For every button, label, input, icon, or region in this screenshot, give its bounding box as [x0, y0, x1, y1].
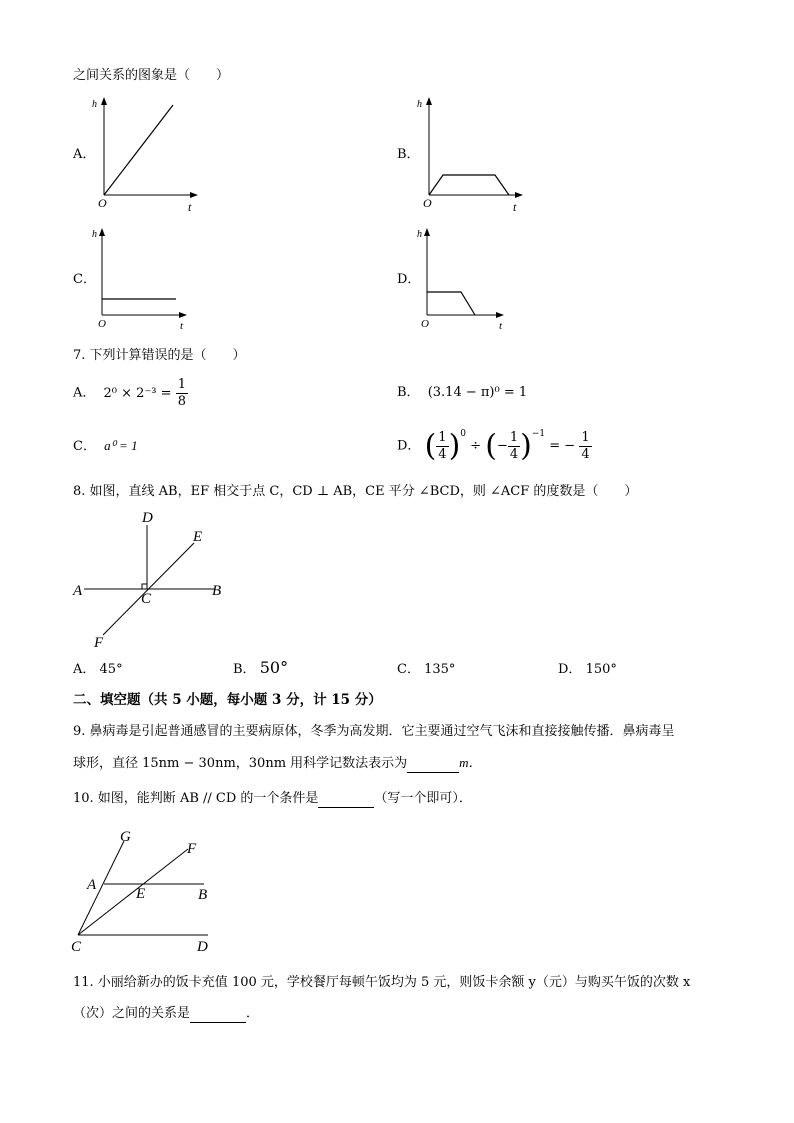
q7-option-d: D． ( $\frac{1}{4}$ )$^0$ ÷ (− $\frac{1}{4}$ )$^{-1}$ = − $\frac{1}{4}$	[397, 428, 590, 464]
q7-d-label: D．	[397, 438, 421, 454]
q6-c-axis-t: t	[180, 320, 184, 332]
q7-a-num: 1	[177, 377, 186, 392]
q8-point-b: B	[212, 583, 222, 599]
q6-a-axis-t: t	[188, 200, 192, 214]
q9-line2-text: 球形，直径 15nm − 30nm，30nm 用科学记数法表示为	[73, 756, 408, 771]
q9-line2	[73, 755, 482, 773]
q8-point-c: C	[141, 591, 152, 607]
q10-diagram	[68, 825, 228, 955]
q10-stem-text: 10. 如图，能判断 AB // CD 的一个条件是	[73, 791, 319, 806]
q6-c-origin: O	[98, 318, 106, 330]
q10-stem-tail: （写一个即可）．	[374, 791, 472, 806]
q7-d-eq: = −	[549, 438, 576, 454]
q6-a-axis-h: h	[92, 99, 97, 110]
q10-point-f: F	[187, 841, 197, 857]
q11-answer-blank[interactable]	[190, 1006, 246, 1023]
q6-b-axis-t: t	[513, 200, 517, 214]
q6-b-axis-h: h	[417, 99, 422, 110]
q6-b-origin: O	[423, 196, 432, 210]
q10-point-e: E	[136, 886, 146, 902]
q7-a-label: A．	[73, 385, 96, 401]
q6-option-c-label: C．	[73, 272, 96, 287]
q7-b-label: B．	[397, 385, 420, 400]
q7-option-b	[397, 385, 527, 401]
section-title: 二、填空题（共 5 小题，每小题 3 分，计 15 分）	[73, 692, 382, 708]
q7-d-frac2: $\frac{1}{4}$	[509, 430, 519, 462]
q6-option-a-label: A．	[73, 147, 96, 162]
q8-diagram	[70, 505, 240, 655]
q10-point-d: D	[197, 939, 208, 955]
q10-point-g: G	[120, 829, 131, 845]
q8-option-b: B． 50°	[233, 658, 289, 677]
q7-stem: 7. 下列计算错误的是（ ）	[73, 348, 246, 363]
q10-stem	[73, 791, 472, 808]
q7-b-expr: (3.14 − π)⁰ = 1	[427, 385, 528, 400]
q6-a-origin: O	[98, 196, 107, 210]
q8-point-f: F	[94, 635, 104, 651]
q6-d-axis-t: t	[499, 320, 503, 332]
q6-stem-tail: 之间关系的图象是（ ）	[73, 68, 230, 83]
q7-d-exp1: 0	[460, 429, 467, 439]
q11-line2-text: （次）之间的关系是	[73, 1006, 191, 1021]
q11-line1: 11. 小丽给新办的饭卡充值 100 元，学校餐厅每顿午饭均为 5 元，则饭卡余额 y（元）与购买午饭的次数 x	[73, 975, 691, 990]
q6-option-b-label: B．	[397, 147, 420, 162]
q6-graph-d	[415, 225, 525, 335]
q8-point-d: D	[142, 510, 153, 526]
q8-point-a: A	[73, 583, 83, 599]
q7-a-lhs: 2⁰ × 2⁻³ =	[103, 385, 172, 401]
q7-d-frac1: $\frac{1}{4}$	[438, 430, 447, 462]
q8-option-a: A． 45°	[73, 662, 123, 677]
q9-unit: m．	[459, 755, 482, 770]
q7-option-a	[73, 377, 188, 410]
q10-point-a: A	[87, 877, 97, 893]
q8-option-c: C． 135°	[397, 662, 456, 677]
q7-option-c	[73, 438, 138, 455]
q6-c-axis-h: h	[92, 229, 97, 240]
q10-answer-blank[interactable]	[318, 791, 374, 808]
q9-line1: 9. 鼻病毒是引起普通感冒的主要病原体，冬季为高发期．它主要通过空气飞沫和直接接触传播．鼻病毒呈	[73, 724, 675, 739]
q6-d-axis-h: h	[417, 229, 422, 240]
q7-d-exp2: −1	[531, 429, 546, 439]
q7-d-div: ÷	[470, 438, 482, 454]
q8-point-e: E	[193, 529, 203, 545]
q8-stem: 8. 如图，直线 AB，EF 相交于点 C，CD ⊥ AB，CE 平分 ∠BCD，则 ∠ACF 的度数是（ ）	[73, 484, 638, 499]
q6-d-origin: O	[421, 318, 429, 330]
q10-point-c: C	[71, 939, 82, 955]
q7-a-fraction	[176, 377, 188, 410]
q7-c-label: C．	[73, 439, 96, 454]
q7-d-frac3: $\frac{1}{4}$	[581, 430, 590, 462]
q6-graph-a	[90, 95, 200, 215]
q11-line2: （次）之间的关系是 ．	[73, 1006, 260, 1021]
q10-point-b: B	[198, 887, 208, 903]
q6-graph-c	[90, 225, 200, 335]
q8-option-d: D． 150°	[558, 662, 617, 677]
q7-a-den: 8	[177, 394, 186, 409]
q6-graph-b	[415, 95, 525, 215]
q9-answer-blank[interactable]	[407, 756, 459, 773]
q6-option-d-label: D．	[397, 272, 421, 287]
q7-c-expr: a⁰ = 1	[104, 438, 138, 453]
